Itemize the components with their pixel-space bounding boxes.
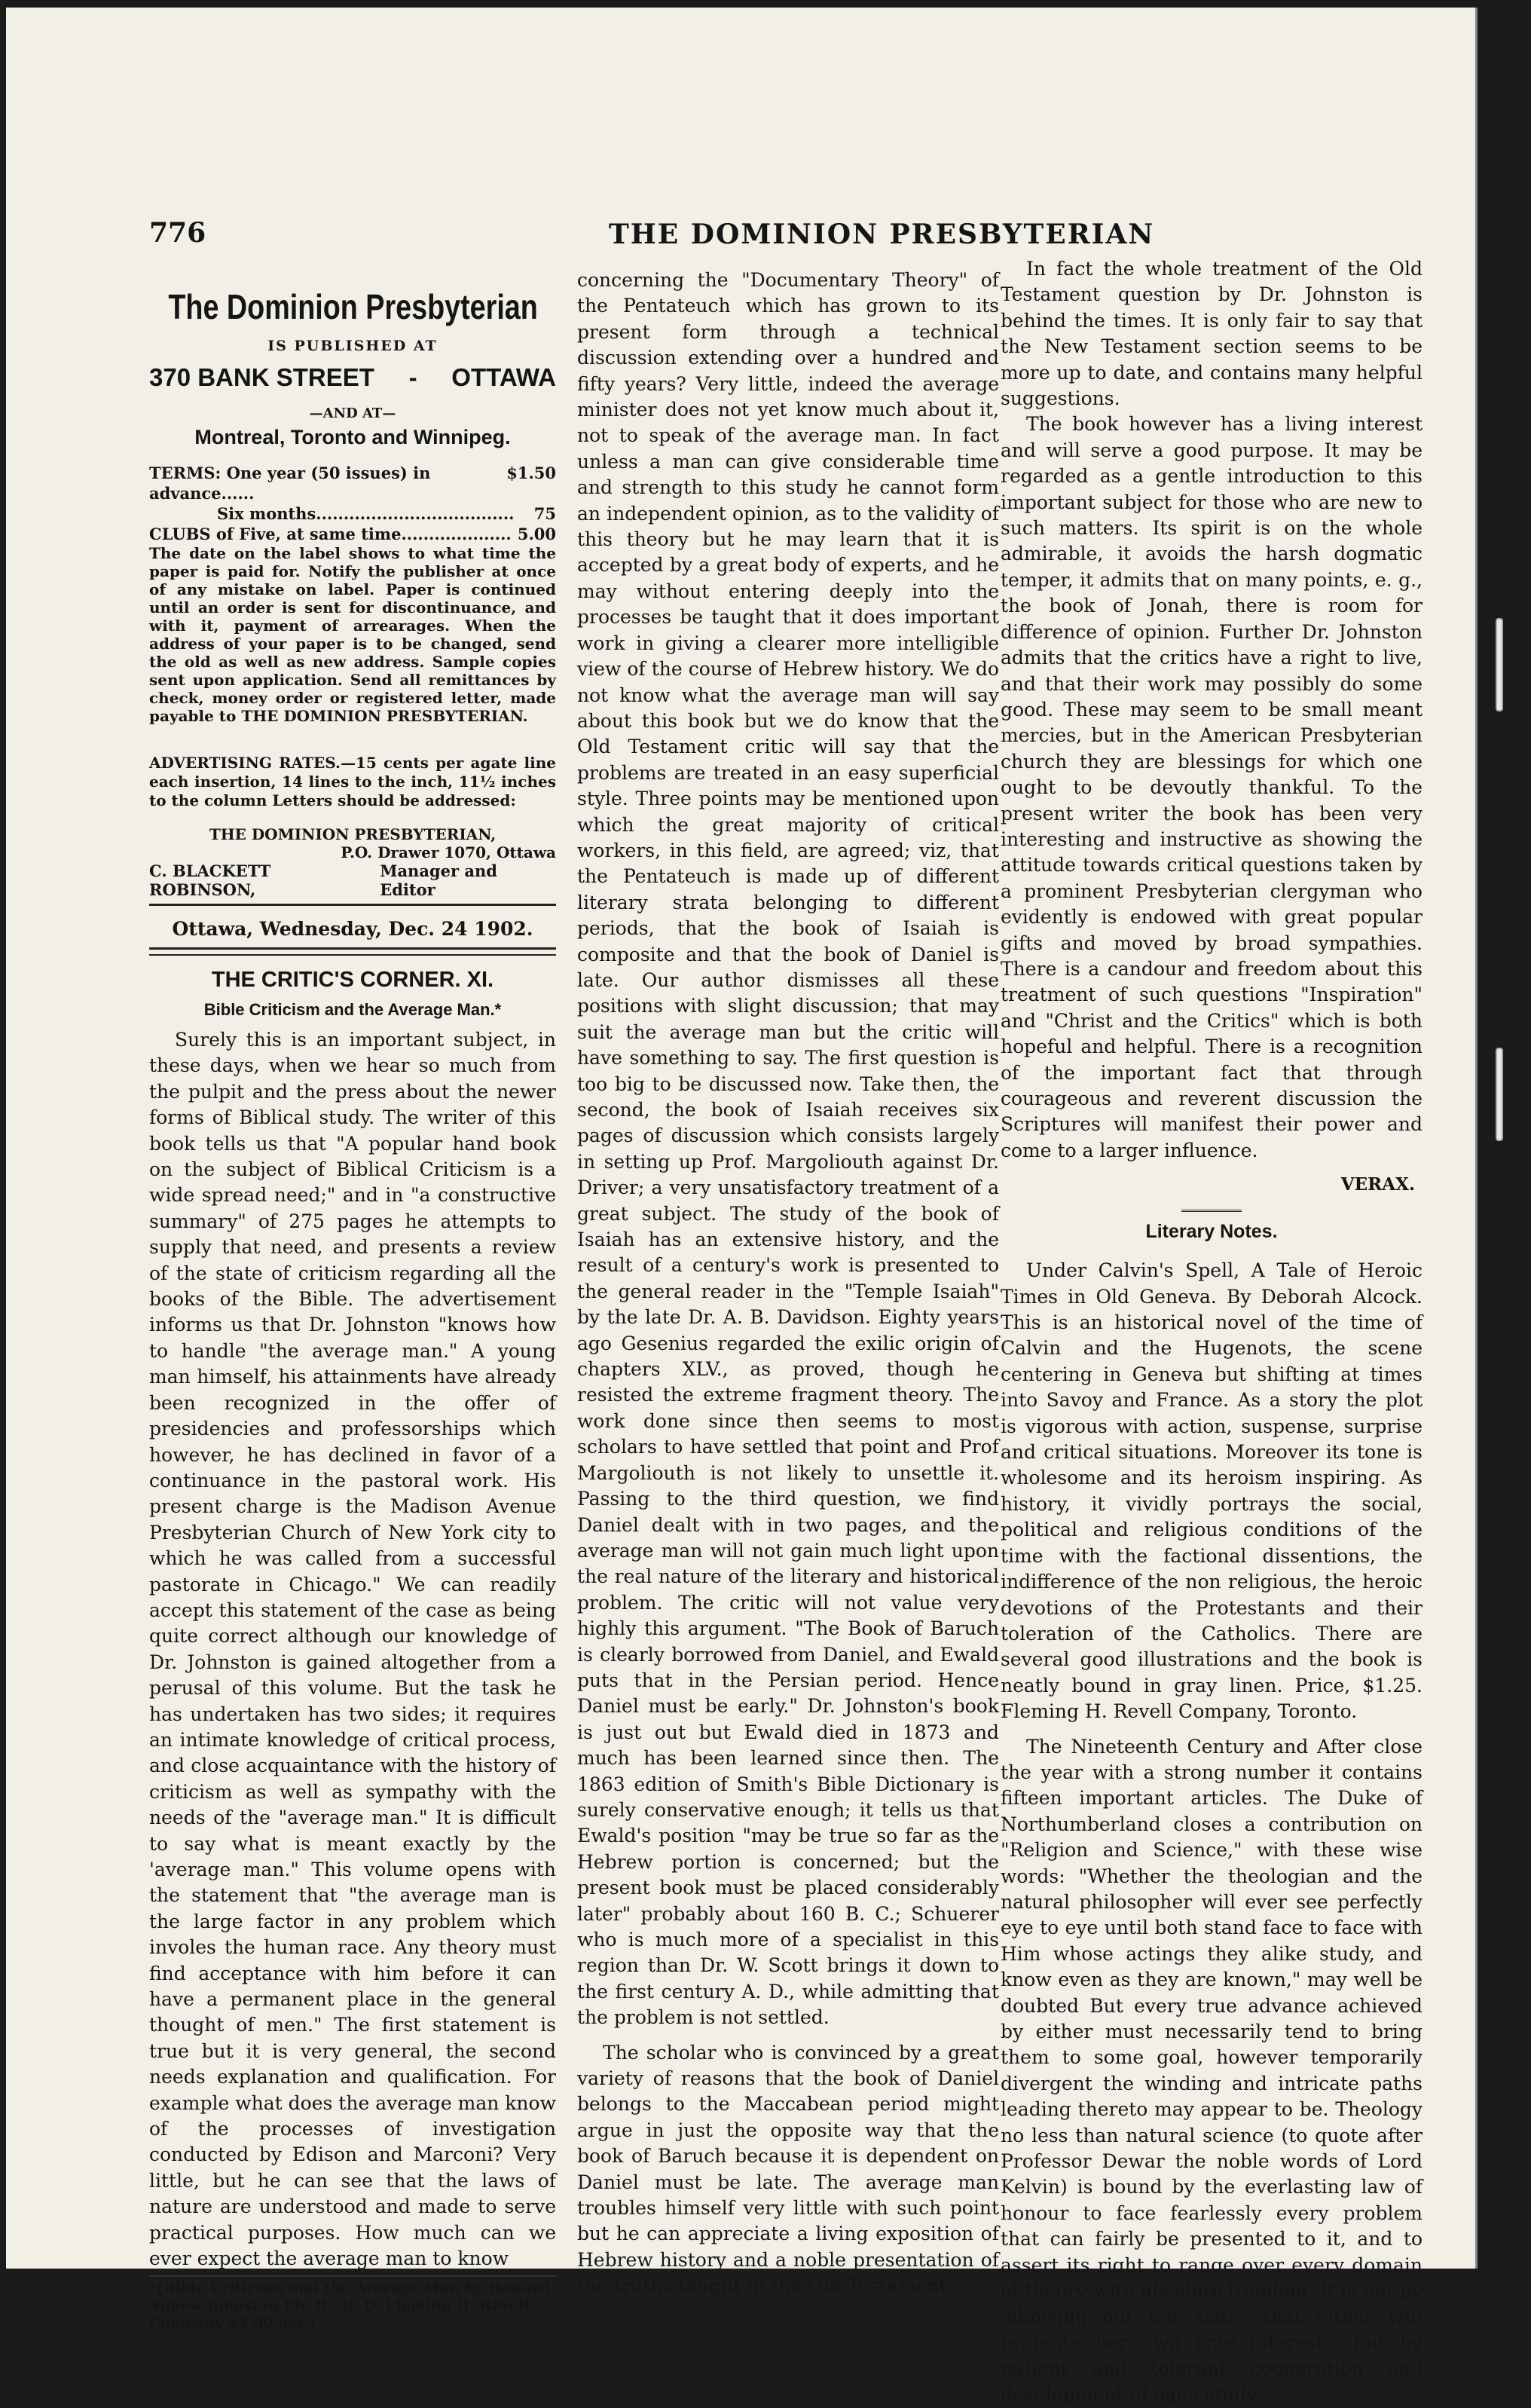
- subscription-terms: [149, 463, 556, 544]
- divider: [149, 904, 556, 906]
- footnote: *(Bible Criticism and the Average Man by Howard Agnew Johnston Ph. D., D. D. Fleming H. Revell Company $1.00 net.): [149, 2275, 556, 2332]
- terms-six-months: [149, 503, 556, 524]
- column-1: [149, 271, 556, 2331]
- divider: [149, 947, 556, 950]
- running-title: THE DOMINION PRESBYTERIAN: [609, 219, 1155, 250]
- article-paragraph: The scholar who is convinced by a great variety of reasons that the book of Daniel belongs to the Maccabean period might argue in just the opposite way that the book of Baruch because it is dependent on Daniel must be late. The average man troubles himself very little with such point but he can appreciate a living exposition of Hebrew history and a noble presentation of the truths taught in the Old Testament.: [577, 2041, 999, 2297]
- page-number: 776: [149, 217, 206, 249]
- editor-name: C. BLACKETT ROBINSON,: [149, 861, 271, 899]
- terms-label: TERMS:: [149, 464, 222, 482]
- address-dash: -: [408, 363, 417, 391]
- terms-one-year-price: $1.50: [506, 464, 556, 482]
- terms-clubs-label: CLUBS of Five, at same time....................: [149, 525, 512, 543]
- terms-notes: The date on the label shows to what time the paper is paid for. Notify the publisher at once of any mistake on label. Paper is continued until an order is sent for discontinuance, and with it, payment of arrearages. When the address of your paper is to be changed, send the old as well as new address. Sample copies sent upon application. Send all remittances by check, money order or registered letter, made payable to THE DOMINION PRESBYTERIAN.: [149, 544, 556, 725]
- dateline: Ottawa, Wednesday, Dec. 24 1902.: [172, 918, 533, 940]
- terms-one-year: [149, 463, 556, 503]
- article-paragraph: Surely this is an important subject, in these days, when we hear so much from the pulpit and the press about the newer forms of Biblical study. The writer of this book tells us that "A popular hand book on the subject of Biblical Criticism is a wide spread need;" and in "a constructive summary" of 275 pages he attempts to supply that need, and presents a review of the state of criticism regarding all the books of the Bible. The advertisement informs us that Dr. Johnston "knows how to handle "the average man." A young man himself, his attainments have already been recognized in the offer of presidencies and professorships which however, he has declined in favor of a continuance in the pastoral work. His present charge is the Madison Avenue Presbyterian Church of New York city to which he was called from a successful pastorate in Chicago." We can readily accept this statement of the case as being quite correct although our knowledge of Dr. Johnston is gained altogether from a perusal of this volume. But the task he has undertaken has two sides; it requires an intimate knowledge of critical process, and close acquaintance with the history of criticism as well as sympathy with the needs of the "average man." It is difficult to say what is meant exactly by the 'average man." This volume opens with the statement that "the average man is the large factor in any problem which involes the human race. Any theory must find acceptance with him before it can have a permanent place in the general thought of men." The first statement is true but it is very general, the second needs explanation and qualification. For example what does the average man know of the processes of investigation conducted by Edison and Marconi? Very little, but he can see that the laws of nature are understood and made to serve practical purposes. How much can we ever expect the average man to know: [149, 1029, 556, 2270]
- terms-clubs-price: 5.00: [517, 525, 556, 543]
- article-paragraph: In fact the whole treatment of the Old Testament question by Dr. Johnston is behind the times. It is only fair to say that the New Testament section seems to be more up to date, and contains many helpful suggestions.: [1001, 258, 1423, 410]
- masthead-title: The Dominion Presbyterian: [168, 287, 538, 326]
- notes-paragraph: The Nineteenth Century and After close the year with a strong number it contains fifteen important articles. The Duke of Northumberland closes a contribution on "Religion and Science," with these wise words: "Whether the theologian and the natural philosopher will ever see perfectly eye to eye until both stand face to face with Him whose actings they alike study, and know even as they are known," may well be doubted But every true advance achieved by either must necessarily tend to bring them to some goal, however temporarily divergent the winding and intricate paths leading thereto may appear to be. Theology no less than natural science (to quote after Professor Dewar the noble words of Lord Kelvin) is bound by the everlasting law of honour to face fearlessly every problem that can fairly be presented to it, and to assert its right to range over every domain of theory with absolute freedom. It is not by elbowing out her sister that either will promote her own true interests, but by patient and tolerant cooperation and development of each study: [1001, 1735, 1423, 2406]
- published-at: IS PUBLISHED AT: [267, 338, 438, 354]
- literary-notes-title: Literary Notes.: [1145, 1221, 1278, 1243]
- advertising-rates: ADVERTISING RATES.—15 cents per agate line each insertion, 14 lines to the inch, 11½ inches to the column Letters should be addressed:: [149, 754, 556, 809]
- editor-line: [149, 861, 556, 899]
- column-3: [1001, 256, 1423, 2406]
- article-subtitle: Bible Criticism and the Average Man.*: [203, 1000, 502, 1019]
- article-title: THE CRITIC'S CORNER. XI.: [211, 968, 494, 992]
- street-address: 370 BANK STREET: [149, 363, 374, 391]
- terms-six-months-label: Six months....................................: [217, 504, 515, 523]
- binding-mark: [1496, 618, 1503, 711]
- column-2: [577, 268, 999, 2297]
- publisher-name: THE DOMINION PRESBYTERIAN,: [209, 825, 497, 843]
- terms-clubs: [149, 524, 556, 544]
- article-signature: VERAX.: [1340, 1174, 1415, 1195]
- address-line: [149, 363, 556, 392]
- article-paragraph: The book however has a living interest and will serve a good purpose. It may be regarded as a gentle introduction to this important subject for those who are new to such matters. Its spirit is on the whole admirable, it avoids the harsh dogmatic temper, it admits that on many points, e. g., the book of Jonah, there is room for difference of opinion. Further Dr. Johnston admits that the critics have a right to live, and that their work may possibly do some good. These may seem to be small meant mercies, but in the American Presbyterian church they are blessings for which one ought to be devoutly thankful. To the present writer the book has been very interesting and instructive as showing the attitude towards critical questions taken by a prominent Presbyterian clergyman who evidently is endowed with great popular gifts and moved by broad sympathies. There is a candour and freedom about this treatment of such questions "Inspiration" and "Christ and the Critics" which is both hopeful and helpful. There is a recognition of the important fact that through courageous and reverent discussion the Scriptures will manifest their power and come to a larger influence.: [1001, 413, 1423, 1161]
- article-paragraph: concerning the "Documentary Theory" of the Pentateuch which has grown to its present form through a technical discussion extending over a hundred and fifty years? Very little, indeed the average minister does not yet know much about it, not to speak of the average man. In fact unless a man can give considerable time and strength to this study he cannot form an independent opinion, as to the validity of this theory but he may learn that it is accepted by a great body of experts, and he may without entering deeply into the processes be taught that it does important work in giving a clearer more intelligible view of the course of Hebrew history. We do not know what the average man will say about this book but we do know that the Old Testament critic will say that the problems are treated in an easy superficial style. Three points may be mentioned upon which the great majority of critical workers, in this field, are agreed; viz, that the Pentateuch is made up of different literary strata belonging to different periods, that the book of Isaiah is composite and that the book of Daniel is late. Our author dismisses all these positions with slight discussion; that may suit the average man but the critic will have something to say. The first question is too big to be discussed now. Take then, the second, the book of Isaiah receives six pages of discussion which consists largely in setting up Prof. Margoliouth against Dr. Driver; a very unsatisfactory treatment of a great subject. The study of the book of Isaiah has an extensive history, and the result of a century's work is presented to the general reader in the "Temple Isaiah" by the late Dr. A. B. Davidson. Eighty years ago Gesenius regarded the exilic origin of chapters XLV., as proved, though he resisted the extreme fragment theory. The work done since then seems to most scholars to have settled that point and Prof Margoliouth is not likely to unsettle it. Passing to the third question, we find Daniel dealt with in two pages, and the average man will not gain much light upon the real nature of the literary and historical problem. The critic will not value very highly this argument. "The Book of Baruch is clearly borrowed from Daniel, and Ewald puts that in the Persian period. Hence Daniel must be early." Dr. Johnston's book is just out but Ewald died in 1873 and much has been learned since then. The 1863 edition of Smith's Bible Dictionary is surely conservative enough; it tells us that Ewald's position "may be true so far as the Hebrew portion is concerned; but the present book must be placed considerably later" probably about 160 B. C.; Schuerer who is much more of a specialist in this region than Dr. W. Scott brings it down to the first century A. D., while admitting that the problem is not settled.: [577, 269, 999, 2029]
- divider: [1181, 1210, 1242, 1212]
- city: OTTAWA: [451, 363, 556, 391]
- newspaper-page: [6, 8, 1478, 2406]
- terms-six-months-price: 75: [533, 504, 556, 523]
- terms-one-year-label: One year (50 issues) in advance......: [149, 464, 431, 503]
- and-at: —AND AT—: [309, 405, 396, 421]
- editor-role: Manager and Editor: [380, 861, 497, 899]
- notes-paragraph: Under Calvin's Spell, A Tale of Heroic Times in Old Geneva. By Deborah Alcock. This is an historical novel of the time of Calvin and the Hugenots, the scene centering in Geneva but shifting at times into Savoy and France. As a story the plot is vigorous with action, suspense, surprise and critical situations. Moreover its tone is wholesome and its heroism inspiring. As history, it vividly portrays the social, political and religious conditions of the time with the factional dissentions, the indifference of the non religious, the heroic devotions of the Protestants and their toleration of the Catholics. There are several good illustrations and the book is neatly bound in gray linen. Price, $1.25. Fleming H. Revell Company, Toronto.: [1001, 1259, 1423, 1723]
- other-cities: Montreal, Toronto and Winnipeg.: [194, 426, 511, 448]
- po-box: P.O. Drawer 1070, Ottawa: [341, 843, 556, 861]
- divider: [149, 954, 556, 956]
- binding-mark: [1496, 1048, 1503, 1141]
- running-header: [149, 217, 1430, 262]
